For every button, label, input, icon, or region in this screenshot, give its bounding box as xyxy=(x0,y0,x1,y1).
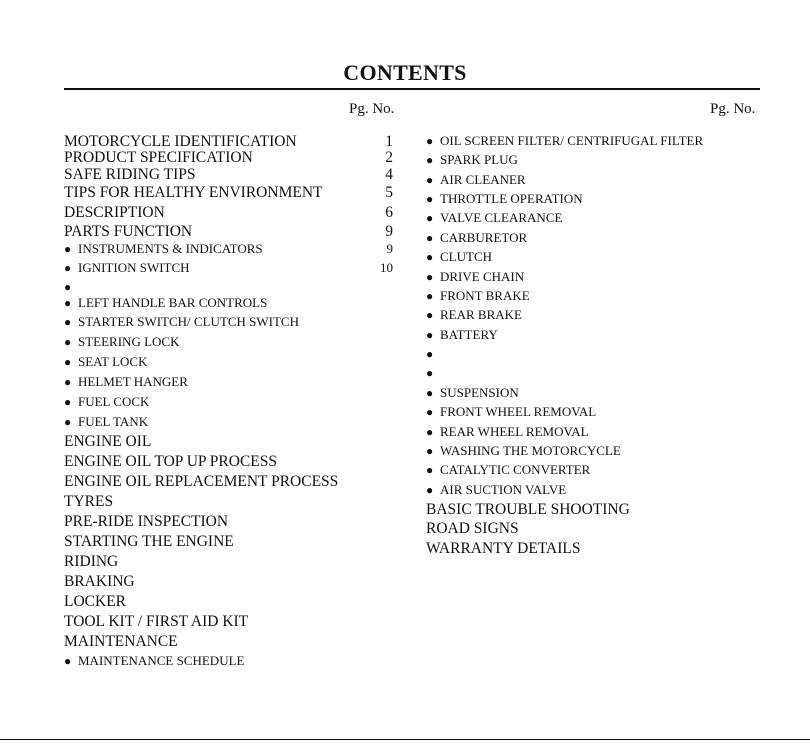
left-column-entry xyxy=(64,242,263,255)
left-column-page-number: 9 xyxy=(386,241,393,256)
left-column-page-number: 6 xyxy=(385,204,393,221)
left-column-entry xyxy=(64,514,228,530)
left-page-number-header: Pg. No. xyxy=(349,101,395,117)
left-column-entry-label: PARTS FUNCTION xyxy=(64,223,193,240)
left-column-entry xyxy=(64,454,277,470)
right-column-entry-label: FRONT BRAKE xyxy=(440,288,530,303)
bullet-icon: ● xyxy=(426,463,434,477)
bullet-icon: ● xyxy=(426,405,434,419)
bullet-icon: ● xyxy=(426,173,434,187)
left-column-entry xyxy=(64,375,188,388)
left-column-entry xyxy=(64,280,78,293)
left-column-entry xyxy=(64,614,248,630)
bullet-icon: ● xyxy=(426,231,434,245)
right-column-entry xyxy=(426,405,596,418)
left-column-entry xyxy=(64,205,165,221)
bullet-icon: ● xyxy=(426,270,434,284)
left-column-entry xyxy=(64,335,179,348)
right-column-entry-label: BASIC TROUBLE SHOOTING xyxy=(426,501,630,518)
left-column-entry-label: IGNITION SWITCH xyxy=(78,260,190,275)
left-column-entry-label: INSTRUMENTS & INDICATORS xyxy=(78,241,263,256)
left-column-entry xyxy=(64,474,338,490)
left-column-entry-label: ENGINE OIL xyxy=(64,433,152,450)
bullet-icon: ● xyxy=(64,280,72,294)
left-column-entry-label: PRODUCT SPECIFICATION xyxy=(64,149,253,166)
left-column-entry-label: PRE-RIDE INSPECTION xyxy=(64,513,229,530)
left-column-entry-label: STARTING THE ENGINE xyxy=(64,533,234,550)
bullet-icon: ● xyxy=(64,335,72,349)
bullet-icon: ● xyxy=(426,289,434,303)
left-column-entry-label: TYRES xyxy=(64,493,114,510)
right-column-entry-label: CLUTCH xyxy=(440,249,492,264)
bullet-icon: ● xyxy=(426,211,434,225)
left-column-entry-label: MAINTENANCE xyxy=(64,633,178,650)
left-column-entry xyxy=(64,574,135,590)
right-column-entry-label: ROAD SIGNS xyxy=(426,520,519,537)
right-column-entry xyxy=(426,328,498,341)
left-column-entry xyxy=(64,395,149,408)
bullet-icon: ● xyxy=(426,250,434,264)
right-column-entry-label: AIR CLEANER xyxy=(440,172,526,187)
bullet-icon: ● xyxy=(426,444,434,458)
bullet-icon: ● xyxy=(426,425,434,439)
left-column-entry-label: MOTORCYCLE IDENTIFICATION xyxy=(64,133,297,150)
left-column-entry-label: RIDING xyxy=(64,553,119,570)
bullet-icon: ● xyxy=(426,483,434,497)
left-column-entry-label: DESCRIPTION xyxy=(64,204,165,221)
left-column-entry-label: BRAKING xyxy=(64,573,135,590)
left-column-entry-label: TIPS FOR HEALTHY ENVIRONMENT xyxy=(64,184,323,201)
right-column-entry xyxy=(426,444,621,457)
right-column-entry-label: CATALYTIC CONVERTER xyxy=(440,462,591,477)
left-column-entry xyxy=(64,315,299,328)
left-column-entry xyxy=(64,534,234,550)
right-column-entry xyxy=(426,308,522,321)
right-column-entry-label: THROTTLE OPERATION xyxy=(440,191,583,206)
left-column-page-number: 9 xyxy=(385,223,393,240)
bullet-icon: ● xyxy=(64,315,72,329)
left-column-entry xyxy=(64,224,192,240)
left-column-entry xyxy=(64,494,113,510)
right-column-entry xyxy=(426,366,440,379)
left-column-entry-label: LOCKER xyxy=(64,593,126,610)
left-column-entry-label: ENGINE OIL REPLACEMENT PROCESS xyxy=(64,473,339,490)
left-column-entry-label: LEFT HANDLE BAR CONTROLS xyxy=(78,295,268,310)
left-column-entry xyxy=(64,355,147,368)
bullet-icon: ● xyxy=(426,386,434,400)
right-column-entry xyxy=(426,250,492,263)
left-column-entry xyxy=(64,150,253,166)
right-column-entry xyxy=(426,386,519,399)
left-column-page-number: 1 xyxy=(385,133,393,150)
left-column-entry-label: TOOL KIT / FIRST AID KIT xyxy=(64,613,249,630)
right-column-entry xyxy=(426,502,630,518)
right-column-entry xyxy=(426,521,519,537)
bullet-icon: ● xyxy=(426,134,434,148)
left-column-entry-label: HELMET HANGER xyxy=(78,374,188,389)
left-column-entry-label: SAFE RIDING TIPS xyxy=(64,166,196,183)
right-column-entry-label: REAR BRAKE xyxy=(440,307,522,322)
left-column-entry xyxy=(64,185,322,201)
right-column-entry-label: VALVE CLEARANCE xyxy=(440,210,563,225)
left-column-entry-label: STEERING LOCK xyxy=(78,334,180,349)
left-column-entry xyxy=(64,634,178,650)
bottom-divider xyxy=(0,739,810,740)
right-column-entry-label: DRIVE CHAIN xyxy=(440,269,525,284)
right-column-entry xyxy=(426,211,562,224)
left-column-entry xyxy=(64,594,126,610)
left-column-entry xyxy=(64,296,267,309)
right-column-entry-label: FRONT WHEEL REMOVAL xyxy=(440,404,597,419)
right-column-entry-label: REAR WHEEL REMOVAL xyxy=(440,424,589,439)
bullet-icon: ● xyxy=(64,654,72,668)
right-column-entry-label: SPARK PLUG xyxy=(440,152,518,167)
bullet-icon: ● xyxy=(64,355,72,369)
left-column-entry-label: FUEL TANK xyxy=(78,414,149,429)
page-title: CONTENTS xyxy=(343,60,467,85)
left-column-page-number: 2 xyxy=(385,149,393,166)
bullet-icon: ● xyxy=(64,261,72,275)
bullet-icon: ● xyxy=(64,415,72,429)
right-column-entry xyxy=(426,483,566,496)
bullet-icon: ● xyxy=(426,192,434,206)
right-page-number-header: Pg. No. xyxy=(710,101,756,117)
right-column-entry xyxy=(426,541,580,557)
right-column-entry-label: AIR SUCTION VALVE xyxy=(440,482,567,497)
left-column-page-number: 10 xyxy=(380,260,393,275)
left-column-page-number: 4 xyxy=(385,166,393,183)
bullet-icon: ● xyxy=(426,366,434,380)
bullet-icon: ● xyxy=(64,395,72,409)
bullet-icon: ● xyxy=(426,328,434,342)
left-column-entry xyxy=(64,554,118,570)
left-column-entry-label: MAINTENANCE SCHEDULE xyxy=(78,653,245,668)
right-column-entry xyxy=(426,192,583,205)
right-column-entry xyxy=(426,270,524,283)
bullet-icon: ● xyxy=(64,375,72,389)
right-column-entry xyxy=(426,289,530,302)
right-column-entry xyxy=(426,173,526,186)
left-column-entry xyxy=(64,261,190,274)
right-column-entry xyxy=(426,134,703,147)
right-column-entry xyxy=(426,463,590,476)
bullet-icon: ● xyxy=(426,153,434,167)
left-column-entry xyxy=(64,434,151,450)
left-column-entry xyxy=(64,134,297,150)
right-column-entry-label: BATTERY xyxy=(440,327,498,342)
left-column-entry-label: ENGINE OIL TOP UP PROCESS xyxy=(64,453,278,470)
left-column-entry-label: STARTER SWITCH/ CLUTCH SWITCH xyxy=(78,314,299,329)
right-column-entry xyxy=(426,153,518,166)
left-column-entry-label: FUEL COCK xyxy=(78,394,150,409)
left-column-entry xyxy=(64,415,148,428)
left-column-entry-label: SEAT LOCK xyxy=(78,354,148,369)
left-column-entry xyxy=(64,654,244,667)
right-column-entry-label: OIL SCREEN FILTER/ CENTRIFUGAL FILTER xyxy=(440,133,704,148)
right-column-entry-label: WASHING THE MOTORCYCLE xyxy=(440,443,621,458)
right-column-entry-label: CARBURETOR xyxy=(440,230,528,245)
bullet-icon: ● xyxy=(426,347,434,361)
right-column-entry-label: WARRANTY DETAILS xyxy=(426,540,581,557)
bullet-icon: ● xyxy=(64,242,72,256)
left-column-page-number: 5 xyxy=(385,184,393,201)
left-column-entry xyxy=(64,167,196,183)
right-column-entry-label: SUSPENSION xyxy=(440,385,519,400)
title-divider xyxy=(64,88,760,90)
bullet-icon: ● xyxy=(64,296,72,310)
right-column-entry xyxy=(426,425,589,438)
bullet-icon: ● xyxy=(426,308,434,322)
right-column-entry xyxy=(426,347,440,360)
right-column-entry xyxy=(426,231,527,244)
